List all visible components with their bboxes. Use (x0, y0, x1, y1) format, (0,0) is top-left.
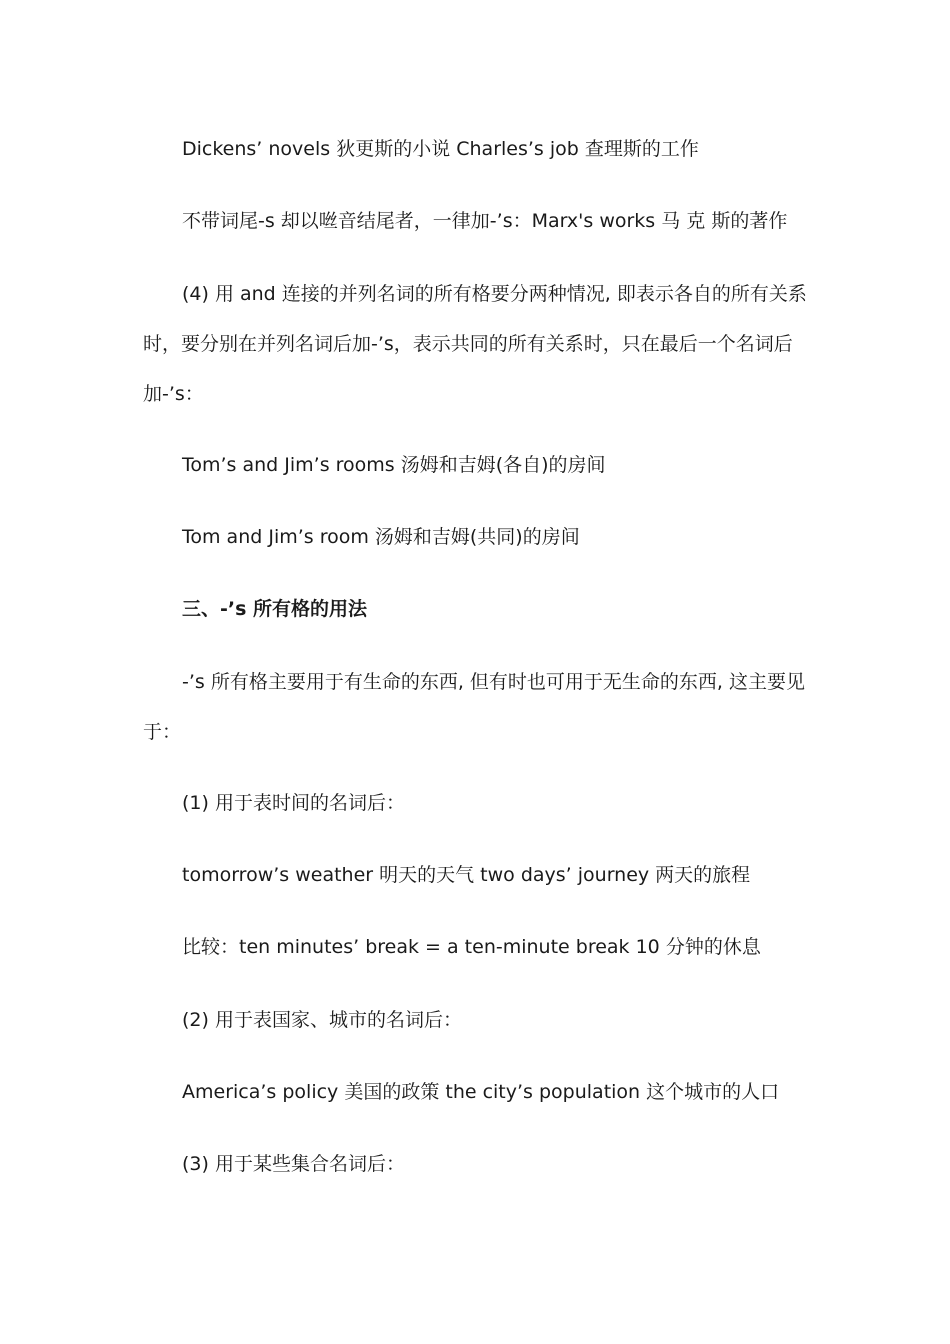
paragraph-inanimate-usage-intro: -’s 所有格主要用于有生命的东西, 但有时也可用于无生命的东西, 这主要见于： (143, 671, 805, 743)
section-heading-3: 三、-’s 所有格的用法 (182, 598, 368, 620)
paragraph-time-example: tomorrow’s weather 明天的天气 two days’ journey 两天的旅程 (182, 864, 751, 886)
paragraph-dickens-charles: Dickens’ novels 狄更斯的小说 Charles’s job 查理斯的工作 (182, 138, 699, 160)
paragraph-comparison-example: 比较：ten minutes’ break = a ten-minute break 10 分钟的休息 (182, 936, 761, 958)
paragraph-collective-nouns-heading: (3) 用于某些集合名词后： (182, 1153, 405, 1175)
paragraph-separate-possession-example: Tom’s and Jim’s rooms 汤姆和吉姆(各自)的房间 (182, 454, 606, 476)
paragraph-country-city-heading: (2) 用于表国家、城市的名词后： (182, 1009, 462, 1031)
paragraph-time-nouns-heading: (1) 用于表时间的名词后： (182, 792, 405, 814)
paragraph-joint-possession-example: Tom and Jim’s room 汤姆和吉姆(共同)的房间 (182, 526, 580, 548)
paragraph-and-coordination-rule: (4) 用 and 连接的并列名词的所有格要分两种情况, 即表示各自的所有关系时，要分别在并列名词后加-’s，表示共同的所有关系时，只在最后一个名词后加-’s： (143, 283, 807, 405)
paragraph-sibilant-rule: 不带词尾-s 却以咝音结尾者，一律加-’s：Marx's works 马 克 斯的著作 (182, 210, 788, 232)
paragraph-country-city-example: America’s policy 美国的政策 the city’s population 这个城市的人口 (182, 1081, 780, 1103)
